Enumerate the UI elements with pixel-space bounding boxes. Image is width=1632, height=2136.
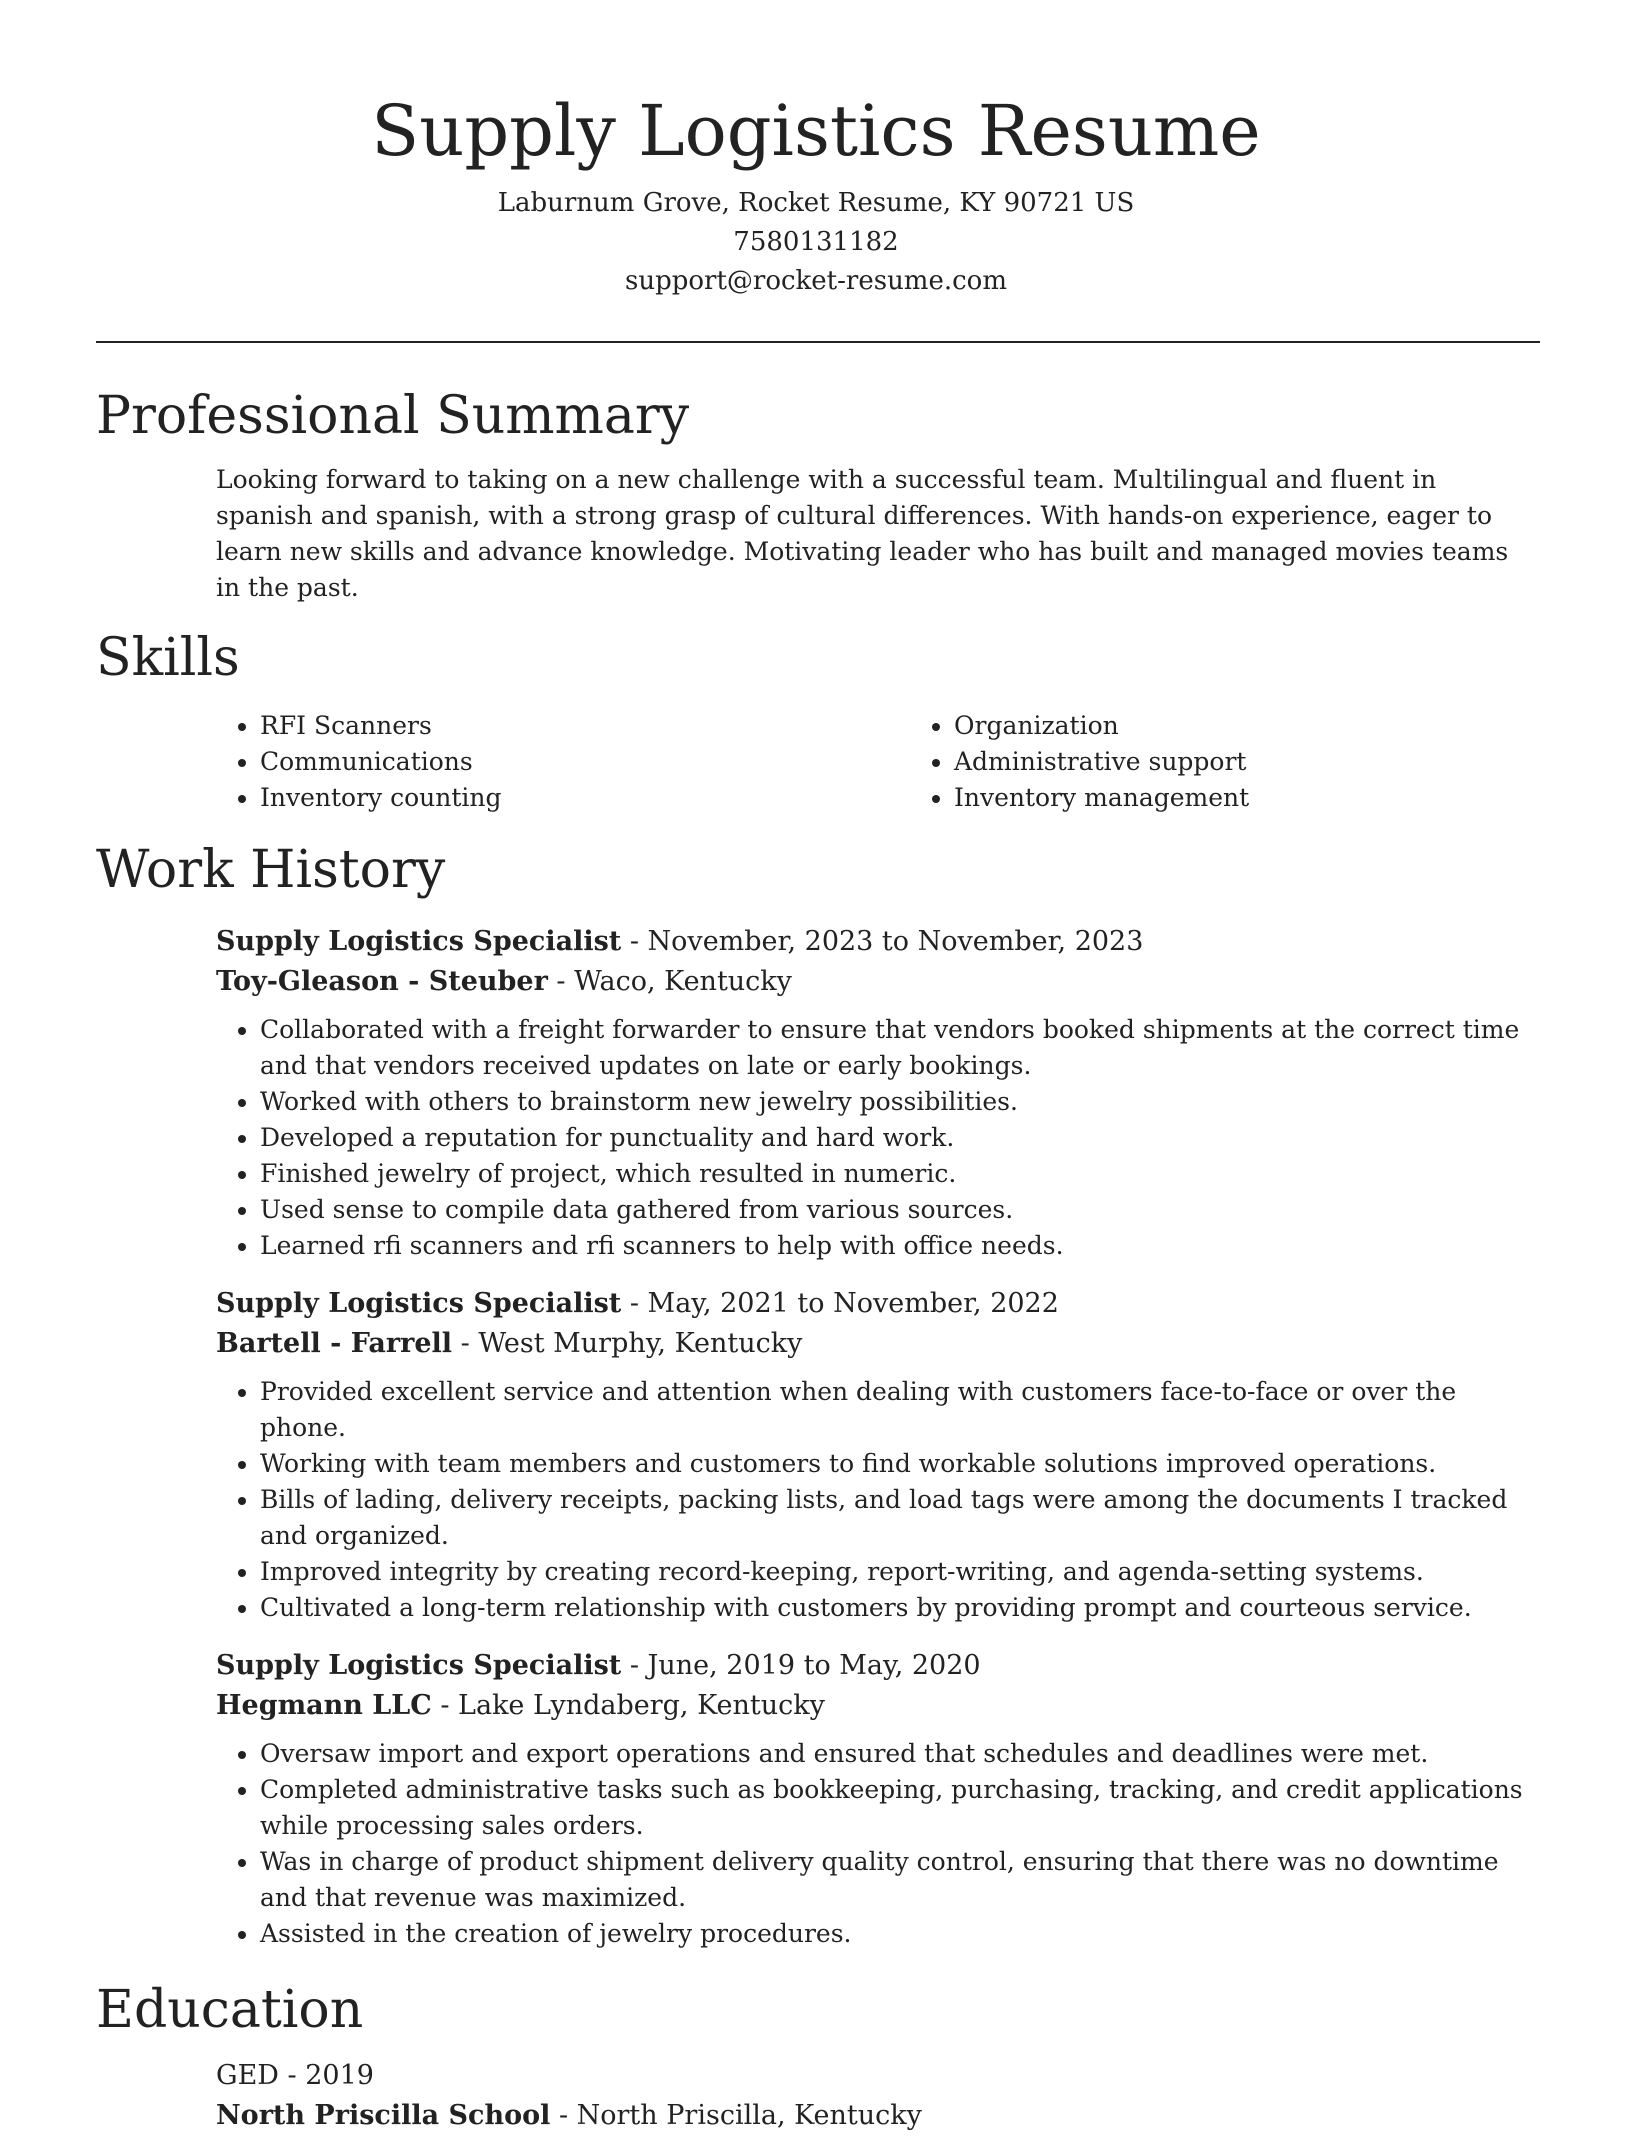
education-entry bbox=[216, 2056, 1540, 2136]
job-bullet: • Bills of lading, delivery receipts, packing lists, and load tags were among the documents I tracked and organized. bbox=[260, 1482, 1540, 1554]
job-bullet: • Worked with others to brainstorm new jewelry possibilities. bbox=[260, 1084, 1540, 1120]
contact-phone: 7580131182 bbox=[733, 227, 899, 257]
job-location: - Lake Lyndaberg, Kentucky bbox=[431, 1690, 825, 1721]
job-bullet: • Learned rfi scanners and rfi scanners to help with office needs. bbox=[260, 1228, 1540, 1264]
job-bullet: • Oversaw import and export operations and ensured that schedules and deadlines were met. bbox=[260, 1736, 1540, 1772]
job-company: Bartell - Farrell bbox=[216, 1328, 453, 1359]
contact-address: Laburnum Grove, Rocket Resume, KY 90721 US bbox=[497, 188, 1135, 218]
skills-column-left bbox=[216, 708, 910, 816]
job-bullets bbox=[216, 1736, 1540, 1952]
job-entry bbox=[216, 1646, 1540, 1952]
job-company-line bbox=[216, 962, 1540, 1002]
job-title: Supply Logistics Specialist bbox=[216, 1288, 622, 1319]
skill-item: • RFI Scanners bbox=[260, 708, 910, 744]
skill-item: • Inventory management bbox=[954, 780, 1604, 816]
education-school-line bbox=[216, 2096, 1540, 2136]
job-bullet: • Finished jewelry of project, which resulted in numeric. bbox=[260, 1156, 1540, 1192]
job-bullets bbox=[216, 1012, 1540, 1264]
job-bullets bbox=[216, 1374, 1540, 1626]
job-title-line bbox=[216, 922, 1540, 962]
education-heading: Education bbox=[96, 1980, 364, 2040]
job-bullet: • Assisted in the creation of jewelry procedures. bbox=[260, 1916, 1540, 1952]
skill-item: • Inventory counting bbox=[260, 780, 910, 816]
job-company-line bbox=[216, 1686, 1540, 1726]
job-entry bbox=[216, 1284, 1540, 1626]
education-school: North Priscilla School bbox=[216, 2100, 551, 2131]
education-degree: GED - 2019 bbox=[216, 2060, 374, 2091]
skill-item: • Communications bbox=[260, 744, 910, 780]
job-bullet: • Provided excellent service and attention when dealing with customers face-to-face or over the phone. bbox=[260, 1374, 1540, 1446]
job-title: Supply Logistics Specialist bbox=[216, 926, 622, 957]
job-location: - Waco, Kentucky bbox=[547, 966, 792, 997]
job-bullet: • Used sense to compile data gathered from various sources. bbox=[260, 1192, 1540, 1228]
summary-text: Looking forward to taking on a new challenge with a successful team. Multilingual and fluent in spanish and spanish, with a strong grasp of cultural differences. With hands-on experience, eager to learn new skills and advance knowledge. Motivating leader who has built and managed movies teams in the past. bbox=[216, 465, 1509, 602]
job-dates: - June, 2019 to May, 2020 bbox=[621, 1650, 981, 1681]
job-company-line bbox=[216, 1324, 1540, 1364]
job-title-line bbox=[216, 1284, 1540, 1324]
job-entry bbox=[216, 922, 1540, 1264]
job-bullet: • Working with team members and customers to find workable solutions improved operations. bbox=[260, 1446, 1540, 1482]
skills-list bbox=[216, 708, 1540, 816]
job-company: Toy-Gleason - Steuber bbox=[216, 966, 548, 997]
job-title: Supply Logistics Specialist bbox=[216, 1650, 622, 1681]
contact-block bbox=[0, 184, 1632, 301]
skill-item: • Organization bbox=[954, 708, 1604, 744]
skills-column-right bbox=[910, 708, 1604, 816]
job-bullet: • Completed administrative tasks such as bookkeeping, purchasing, tracking, and credit applications while processing sales orders. bbox=[260, 1772, 1540, 1844]
resume-body bbox=[96, 378, 1540, 2136]
job-title-line bbox=[216, 1646, 1540, 1686]
summary-heading: Professional Summary bbox=[96, 386, 690, 446]
job-bullet: • Cultivated a long-term relationship with customers by providing prompt and courteous service. bbox=[260, 1590, 1540, 1626]
header-divider bbox=[96, 341, 1540, 343]
skill-item: • Administrative support bbox=[954, 744, 1604, 780]
job-bullet: • Was in charge of product shipment delivery quality control, ensuring that there was no downtime and that revenue was maximized. bbox=[260, 1844, 1540, 1916]
job-bullet: • Collaborated with a freight forwarder to ensure that vendors booked shipments at the correct time and that vendors received updates on late or early bookings. bbox=[260, 1012, 1540, 1084]
resume-header bbox=[0, 88, 1632, 301]
education-location: - North Priscilla, Kentucky bbox=[550, 2100, 922, 2131]
skills-heading: Skills bbox=[96, 628, 240, 688]
job-bullet: • Improved integrity by creating record-keeping, report-writing, and agenda-setting systems. bbox=[260, 1554, 1540, 1590]
contact-email: support@rocket-resume.com bbox=[624, 266, 1007, 296]
job-dates: - May, 2021 to November, 2022 bbox=[621, 1288, 1059, 1319]
job-dates: - November, 2023 to November, 2023 bbox=[621, 926, 1144, 957]
job-bullet: • Developed a reputation for punctuality and hard work. bbox=[260, 1120, 1540, 1156]
job-company: Hegmann LLC bbox=[216, 1690, 432, 1721]
job-location: - West Murphy, Kentucky bbox=[452, 1328, 803, 1359]
work-history-heading: Work History bbox=[96, 840, 446, 900]
resume-title: Supply Logistics Resume bbox=[371, 90, 1261, 172]
